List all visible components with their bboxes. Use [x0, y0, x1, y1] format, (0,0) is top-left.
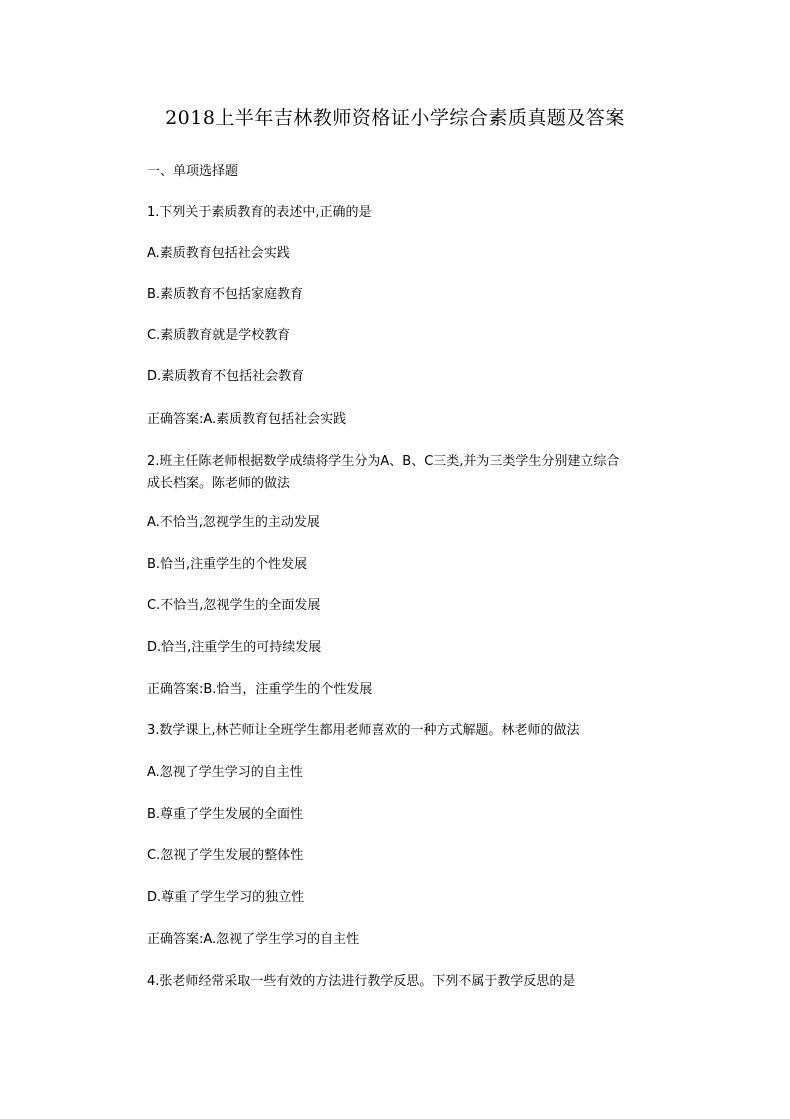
question-2-option-d: D.恰当,注重学生的可持续发展: [147, 640, 322, 655]
question-3-option-a: A.忽视了学生学习的自主性: [147, 765, 303, 780]
question-2-option-a: A.不恰当,忽视学生的主动发展: [147, 515, 320, 530]
question-2-option-c: C.不恰当,忽视学生的全面发展: [147, 598, 321, 613]
question-3-stem: 3.数学课上,林芒师让全班学生都用老师喜欢的一种方式解题。林老师的做法: [147, 723, 580, 738]
question-2-answer: 正确答案:B.恰当，注重学生的个性发展: [147, 682, 373, 697]
question-3-option-b: B.尊重了学生发展的全面性: [147, 807, 304, 822]
question-1-option-c: C.素质教育就是学校教育: [147, 328, 291, 343]
question-1-option-b: B.素质教育不包括家庭教育: [147, 287, 304, 302]
question-2-stem-line-2: 成长档案。陈老师的做法: [147, 476, 291, 491]
question-1-option-a: A.素质教育包括社会实践: [147, 246, 290, 261]
question-1-option-d: D.素质教育不包括社会教育: [147, 369, 305, 384]
question-3-option-c: C.忽视了学生发展的整体性: [147, 848, 304, 863]
question-3-answer: 正确答案:A.忽视了学生学习的自主性: [147, 932, 360, 947]
question-2-stem: [147, 451, 667, 495]
question-3-option-d: D.尊重了学生学习的独立性: [147, 890, 305, 905]
document-title: 2018上半年吉林教师资格证小学综合素质真题及答案: [165, 107, 625, 129]
question-2-stem-line-1: 2.班主任陈老师根据数学成绩将学生分为A、B、C三类,并为三类学生分别建立综合: [147, 454, 620, 469]
question-4-stem: 4.张老师经常采取一些有效的方法进行教学反思。下列不属于教学反思的是: [147, 974, 576, 989]
question-2-option-b: B.恰当,注重学生的个性发展: [147, 557, 308, 572]
question-1-stem: 1.下列关于素质教育的表述中,正确的是: [147, 205, 372, 220]
question-1-answer: 正确答案:A.素质教育包括社会实践: [147, 412, 347, 427]
section-heading: 一、单项选择题: [147, 164, 239, 179]
